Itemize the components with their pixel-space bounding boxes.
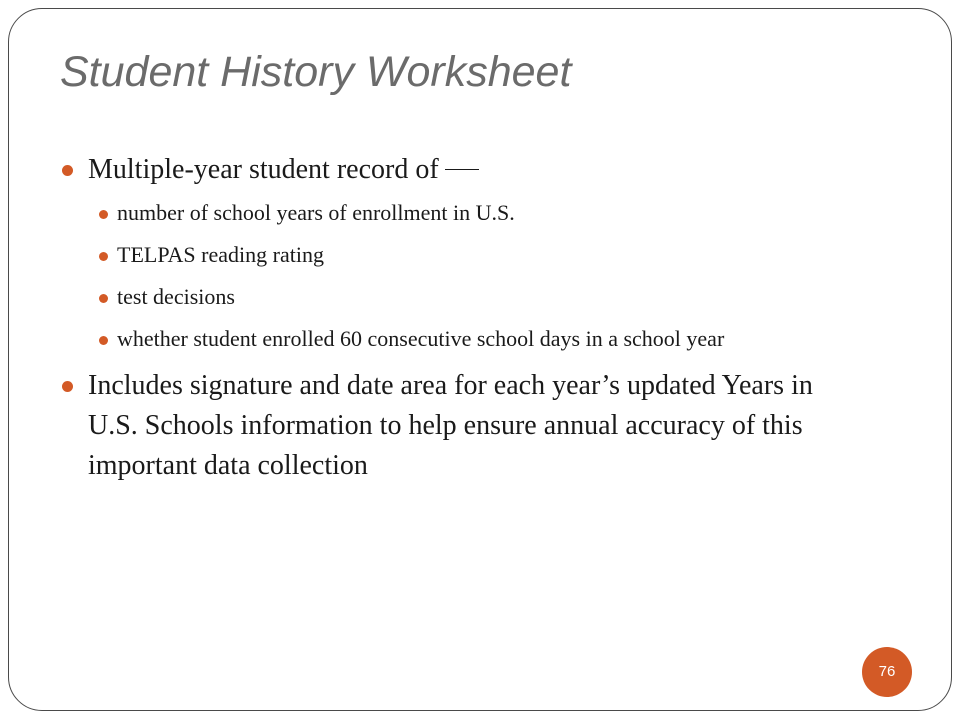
sub-bullet-text: test decisions: [117, 284, 235, 309]
em-dash-line: [445, 169, 479, 170]
bullet-dot-icon: [62, 381, 73, 392]
sub-bullet-list: [88, 198, 822, 354]
sub-bullet-dot-icon: [99, 252, 108, 261]
sub-bullet-dot-icon: [99, 294, 108, 303]
bullet-text: Includes signature and date area for each year’s updated Years in U.S. Schools information to help ensure annual accuracy of this important data collection: [88, 370, 813, 481]
sub-bullet-item: [89, 198, 822, 228]
bullet-dot-icon: [62, 165, 73, 176]
sub-bullet-text: whether student enrolled 60 consecutive school days in a school year: [117, 326, 725, 351]
sub-bullet-item: [89, 240, 822, 270]
bullet-list: [62, 150, 822, 486]
sub-bullet-item: [89, 282, 822, 312]
bullet-item: [62, 366, 822, 486]
sub-bullet-dot-icon: [99, 210, 108, 219]
sub-bullet-text: TELPAS reading rating: [117, 242, 324, 267]
sub-bullet-dot-icon: [99, 336, 108, 345]
slide-title: Student History Worksheet: [60, 48, 572, 96]
page-number-badge: 76: [862, 647, 912, 697]
bullet-text: Multiple-year student record of: [88, 154, 439, 185]
bullet-item: [62, 150, 822, 354]
sub-bullet-text: number of school years of enrollment in U.S.: [117, 200, 515, 225]
sub-bullet-item: [89, 324, 822, 354]
